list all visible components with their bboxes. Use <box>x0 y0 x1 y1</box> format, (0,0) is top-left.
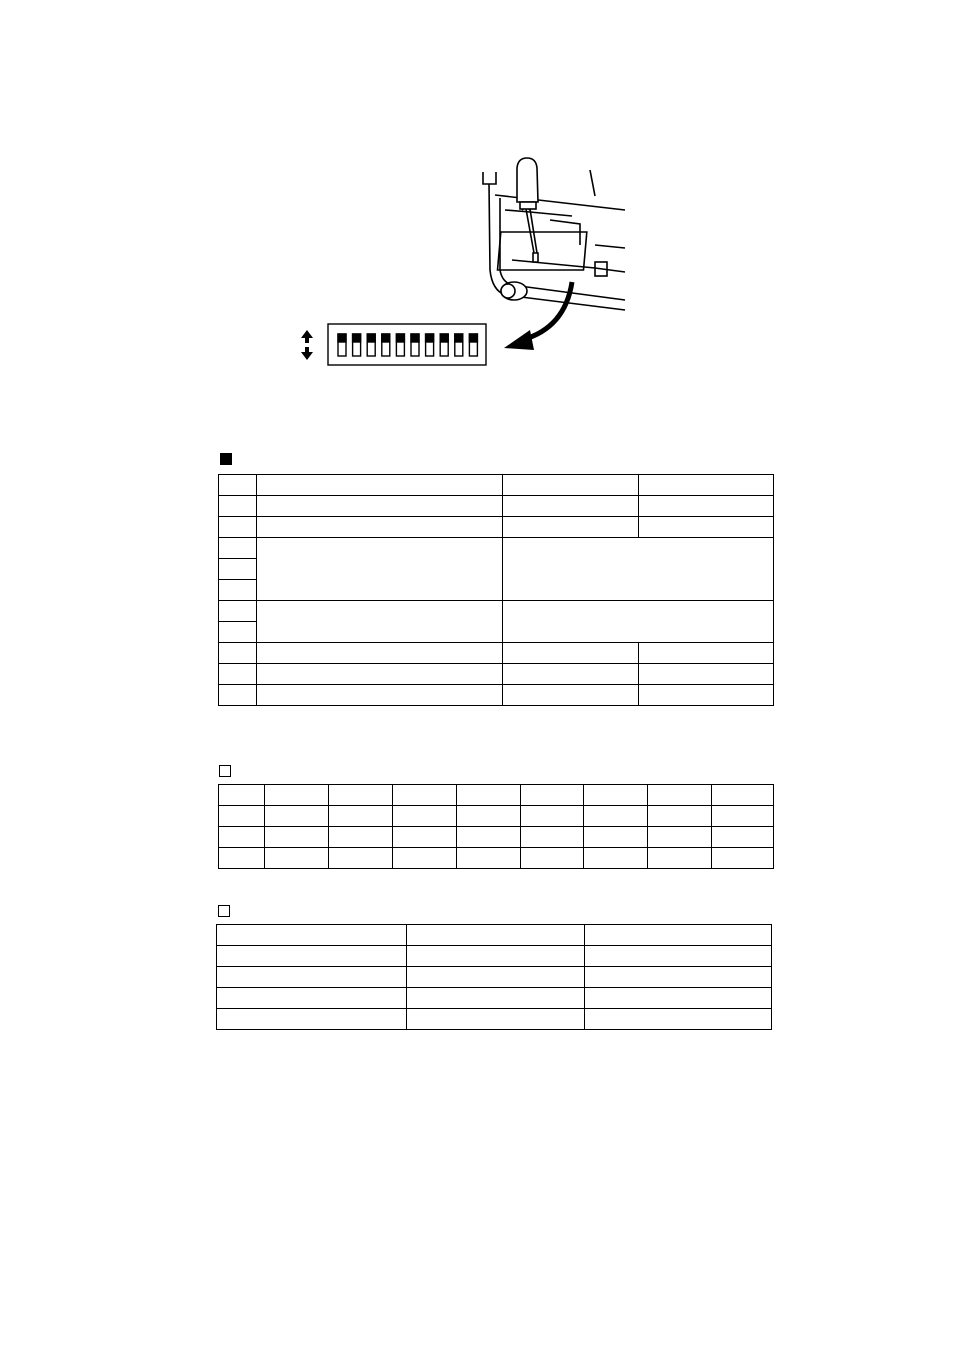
table-cell <box>257 685 503 706</box>
table-cell <box>219 806 265 827</box>
table-row <box>219 827 774 848</box>
dip-switch-knob <box>338 334 346 342</box>
table-cell <box>521 806 584 827</box>
table-cell <box>393 806 457 827</box>
screwdriver-icon <box>517 158 538 262</box>
dip-switch-knob <box>382 334 390 342</box>
table-cell <box>503 601 774 643</box>
table-cell <box>265 806 329 827</box>
table-cell <box>503 685 639 706</box>
table-row <box>217 988 772 1009</box>
table-cell <box>257 496 503 517</box>
table-row <box>217 967 772 988</box>
dip-switch-knob <box>455 334 463 342</box>
table-cell <box>217 967 407 988</box>
table-cell <box>521 827 584 848</box>
dip-switch-knob <box>411 334 419 342</box>
table-row <box>219 848 774 869</box>
table-cell <box>407 967 585 988</box>
dip-switch-knob <box>440 334 448 342</box>
table-cell <box>503 664 639 685</box>
knob-icon <box>501 282 527 300</box>
illustration <box>290 150 640 380</box>
dip-switch-knob <box>426 334 434 342</box>
table-cell <box>503 517 639 538</box>
table-row <box>219 538 774 559</box>
table-cell <box>648 827 712 848</box>
table-cell <box>639 685 774 706</box>
table-cell <box>257 538 503 601</box>
table-row <box>219 685 774 706</box>
table-cell <box>217 988 407 1009</box>
table-row <box>219 785 774 806</box>
table-cell <box>217 925 407 946</box>
section3-marker-icon <box>218 905 230 917</box>
table-row <box>219 475 774 496</box>
table-cell <box>639 664 774 685</box>
dip-switch-knob <box>353 334 361 342</box>
section2-table <box>218 784 774 869</box>
table-cell <box>219 848 265 869</box>
table-cell <box>393 785 457 806</box>
table-cell <box>503 538 774 601</box>
table-cell <box>219 496 257 517</box>
table-cell <box>457 848 521 869</box>
table-cell <box>584 785 648 806</box>
printer-illustration <box>290 150 640 380</box>
table-cell <box>219 643 257 664</box>
table-cell <box>712 806 774 827</box>
section3-table <box>216 924 772 1030</box>
table-cell <box>217 1009 407 1030</box>
table-cell <box>393 827 457 848</box>
table-cell <box>639 475 774 496</box>
table-cell <box>219 622 257 643</box>
table-row <box>219 643 774 664</box>
table-cell <box>648 785 712 806</box>
table-cell <box>257 475 503 496</box>
table-cell <box>257 517 503 538</box>
table-cell <box>585 925 772 946</box>
table-cell <box>329 806 393 827</box>
table-cell <box>584 827 648 848</box>
table-cell <box>585 967 772 988</box>
table-cell <box>407 925 585 946</box>
table-cell <box>329 848 393 869</box>
table-cell <box>503 643 639 664</box>
table-cell <box>503 475 639 496</box>
table-cell <box>265 785 329 806</box>
table-row <box>217 946 772 967</box>
table-row <box>219 601 774 622</box>
dip-switch-knob <box>469 334 477 342</box>
table-cell <box>219 475 257 496</box>
table-row <box>219 806 774 827</box>
table-cell <box>712 827 774 848</box>
table-cell <box>219 601 257 622</box>
table-cell <box>407 946 585 967</box>
table-cell <box>584 848 648 869</box>
table-row <box>219 496 774 517</box>
table-cell <box>584 806 648 827</box>
table-cell <box>219 580 257 601</box>
table-cell <box>219 517 257 538</box>
table-cell <box>257 664 503 685</box>
table-cell <box>265 848 329 869</box>
table-cell <box>217 946 407 967</box>
table-cell <box>257 601 503 643</box>
table-cell <box>648 806 712 827</box>
table-cell <box>585 988 772 1009</box>
table-cell <box>712 785 774 806</box>
table-cell <box>407 988 585 1009</box>
table-cell <box>407 1009 585 1030</box>
dip-switch-knob <box>367 334 375 342</box>
table-cell <box>712 848 774 869</box>
table-cell <box>219 664 257 685</box>
up-down-arrow-icon <box>301 330 313 360</box>
table-cell <box>639 496 774 517</box>
table-cell <box>648 848 712 869</box>
table-cell <box>639 517 774 538</box>
table-cell <box>219 827 265 848</box>
dip-switch-icon <box>328 324 486 365</box>
table-cell <box>457 806 521 827</box>
table-cell <box>329 785 393 806</box>
table-cell <box>219 559 257 580</box>
table-cell <box>585 1009 772 1030</box>
table-cell <box>457 827 521 848</box>
section1-marker-icon <box>220 453 232 465</box>
table-row <box>219 517 774 538</box>
section1-table <box>218 474 774 706</box>
table-cell <box>521 785 584 806</box>
table-row <box>219 664 774 685</box>
table-cell <box>219 538 257 559</box>
table-cell <box>639 643 774 664</box>
table-cell <box>585 946 772 967</box>
table-row <box>217 1009 772 1030</box>
dip-switch-knob <box>396 334 404 342</box>
table-row <box>217 925 772 946</box>
table-cell <box>219 685 257 706</box>
table-cell <box>329 827 393 848</box>
table-cell <box>265 827 329 848</box>
table-cell <box>219 785 265 806</box>
table-cell <box>257 643 503 664</box>
table-cell <box>503 496 639 517</box>
section2-marker-icon <box>219 765 231 777</box>
table-cell <box>457 785 521 806</box>
table-cell <box>521 848 584 869</box>
table-cell <box>393 848 457 869</box>
